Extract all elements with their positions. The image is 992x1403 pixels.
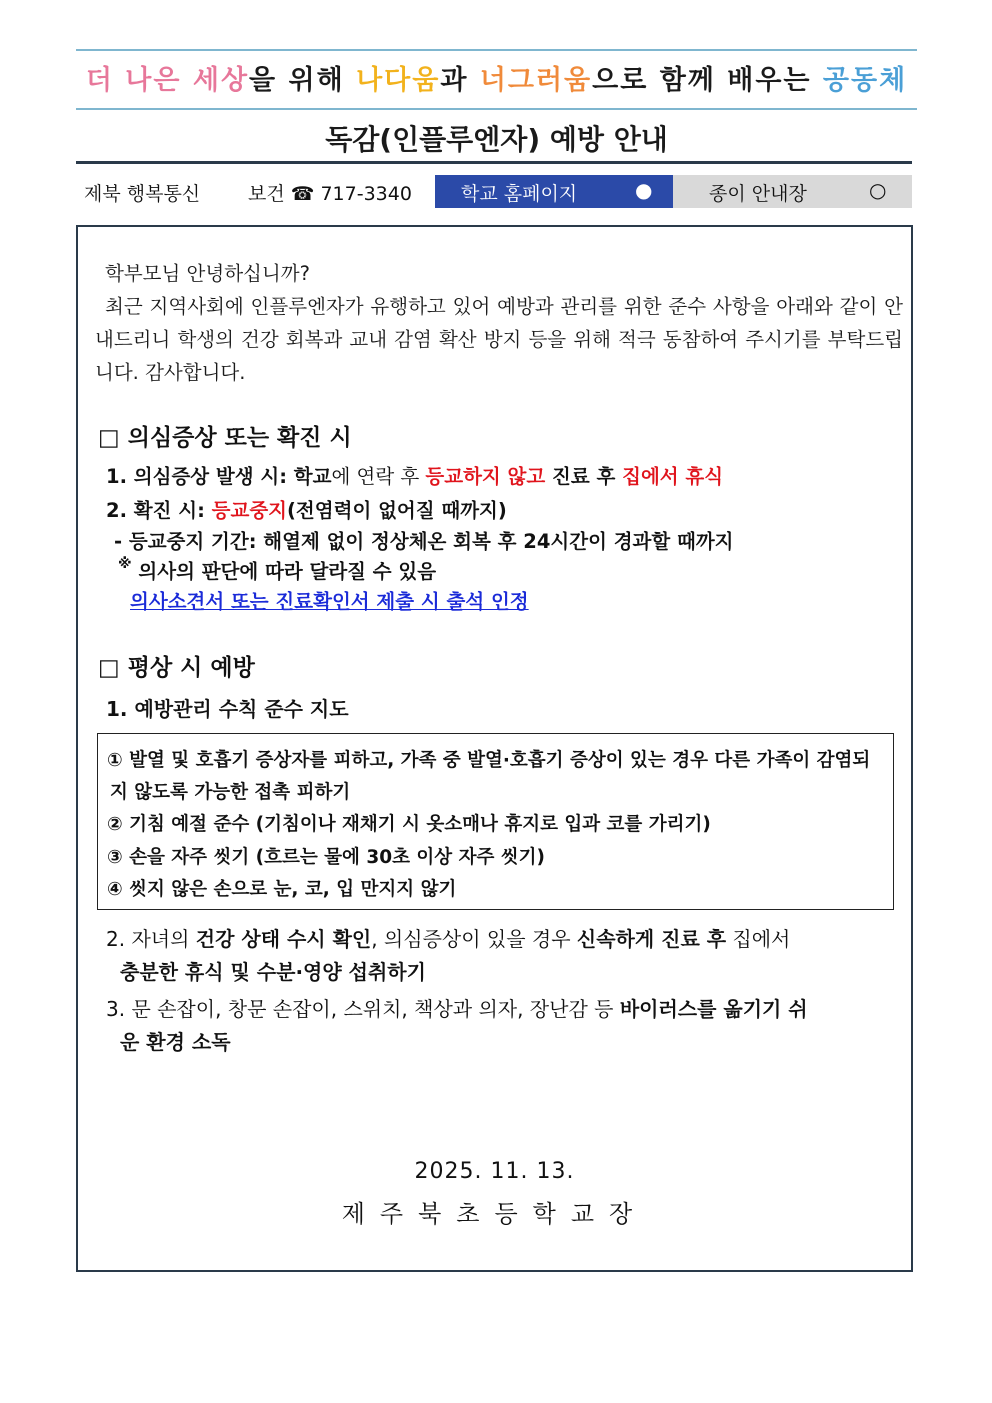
health-check-item [106,923,790,952]
option-label: 종이 안내장 [709,183,807,205]
note-text: 의사의 판단에 따라 달라질 수 있음 [131,560,437,583]
signer: 제주북초등학교장 [341,1200,648,1228]
health-check-item-cont: 충분한 휴식 및 수분·영양 섭취하기 [120,960,426,984]
attendance-link[interactable] [130,586,529,614]
slogan-part: 을 위해 [249,65,357,96]
disinfection-item-cont: 운 환경 소독 [120,1030,231,1054]
rule-line: ④ 씻지 않은 손으로 눈, 코, 입 만지지 않기 [107,879,457,900]
newsletter-name: 제북 행복통신 [84,183,201,205]
slogan-part: 으로 함께 배우는 [592,65,823,96]
item-text: 3. 문 손잡이, 창문 손잡이, 스위치, 책상과 의자, 장난감 등 [106,997,620,1021]
page-title: 독감(인플루엔자) 예방 안내 [325,123,668,156]
attendance-link-text[interactable]: 의사소견서 또는 진료확인서 제출 시 출석 인정 [130,590,529,613]
slogan-part: 과 [440,65,480,96]
slogan-part: 나다움 [356,65,441,96]
issue-date: 2025. 11. 13. [414,1159,575,1184]
item-text: 진료 후 [545,465,623,488]
rule-line: ③ 손을 자주 씻기 (흐르는 물에 30초 이상 자주 씻기) [107,847,545,868]
note-mark: ※ [118,556,132,572]
rule-line: ① 발열 및 호흡기 증상자를 피하고, 가족 중 발열·호흡기 증상이 있는 경우 다른 가족이 감염되 [107,750,871,771]
item-highlight: 신속하게 진료 후 [576,927,727,951]
disinfection-item [106,993,808,1022]
distribution-option-paper[interactable] [673,175,912,208]
intro-paragraph [95,290,903,389]
item-text: , 의심증상이 있을 경우 [371,927,577,951]
item-text: (전염력이 없어질 때까지) [287,499,507,522]
item-highlight: 집에서 휴식 [622,465,724,488]
item-text: 1. 의심증상 발생 시: 학교 [106,465,332,488]
info-bar [76,175,912,209]
slogan-part: 공동체 [822,65,908,96]
rule-line: ② 기침 예절 준수 (기침이나 재채기 시 옷소매나 휴지로 입과 코를 가리기) [107,814,711,835]
item-highlight: 등교중지 [211,499,288,522]
item-text: 2. 자녀의 [106,927,196,951]
rule-line: 지 않도록 가능한 접촉 피하기 [110,782,351,803]
intro-text: 최근 지역사회에 인플루엔자가 유행하고 있어 예방과 관리를 위한 준수 사항을 아래와 같이 안내드리니 학생의 건강 회복과 교내 감염 확산 방지 등을 위해 적극 동참하여 주시기를 부탁드립니다. 감사합니다. [95,295,903,384]
slogan-part: 더 나은 세상 [85,65,250,96]
item-highlight: 바이러스를 옮기기 쉬 [619,997,808,1021]
school-slogan [76,58,917,102]
contact-phone: 보건 ☎ 717-3340 [248,183,412,205]
item-highlight: 건강 상태 수시 확인 [195,927,372,951]
slogan-top-rule [76,49,917,51]
greeting: 학부모님 안녕하십니까? [105,262,310,285]
notice-body-box [76,225,913,1272]
confirmed-item [106,495,507,523]
title-rule [76,161,912,164]
slogan-part: 너그러움 [479,65,593,96]
section-heading: □ 평상 시 예방 [98,655,255,681]
prevention-item: 1. 예방관리 수칙 준수 지도 [106,697,349,721]
empty-circle-icon: ○ [869,178,887,202]
slogan-bottom-rule [76,108,917,110]
option-label: 학교 홈페이지 [461,183,578,205]
item-text: 2. 확진 시: [106,499,212,522]
prevention-rules-box [97,733,894,910]
doctor-note [118,556,436,584]
symptom-item [106,461,723,489]
section-heading: □ 의심증상 또는 확진 시 [98,425,352,451]
distribution-option-homepage[interactable] [435,175,673,208]
suspension-period: - 등교중지 기간: 해열제 없이 정상체온 회복 후 24시간이 경과할 때까지 [114,530,734,553]
item-highlight: 등교하지 않고 [425,465,546,488]
item-text: 에 연락 후 [331,465,426,488]
item-text: 집에서 [726,927,791,951]
filled-circle-icon: ● [635,178,653,202]
